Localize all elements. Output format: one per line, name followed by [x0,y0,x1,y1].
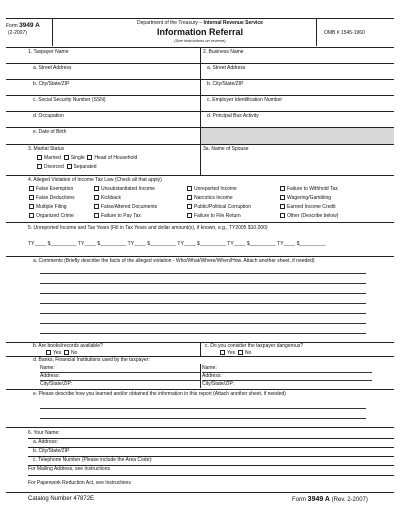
false-altered-documents-checkbox[interactable]: False/Altered Documents [94,204,157,211]
books-no-checkbox[interactable]: No [64,350,77,356]
catalog-number: Catalog Number 47872E [28,496,95,502]
books-yes-checkbox[interactable]: Yes [46,350,61,356]
marital-row-1 [37,155,137,162]
your-city-label: b. City/State/ZIP [33,448,70,454]
dangerous-no-checkbox[interactable]: No [238,350,251,356]
spouse-name-label: 3a. Name of Spouse [203,146,249,152]
comments-label: a. Comments (Briefly describe the facts of the alleged violation - Who/What/Where/When/How. Attach another sheet, if needed) [33,258,315,264]
failure-to-file-return-checkbox[interactable]: Failure to File Return [187,213,241,220]
unreported-income-label: 5. Unreported Income and Tax Years (Fill in Tax Years and dollar amount(s), if known, e.g., TY2005 $10,000) [28,225,268,231]
public-political-corruption-checkbox[interactable]: Public/Political Corruption [187,204,251,211]
shaded-area [201,128,395,144]
unreported-income-checkbox[interactable]: Unreported Income [187,186,237,193]
dangerous-yes-checkbox[interactable]: Yes [220,350,235,356]
taxpayer-city-label: b. City/State/ZIP [33,81,70,87]
bank1-name-label: Name: [40,365,55,371]
paperwork-note: For Paperwork Reduction Act, see Instructions [28,480,131,486]
banks-label: d. Banks, Financial Institutions used by the taxpayer: [33,357,150,363]
separated-checkbox[interactable]: Separated [67,164,97,170]
divorced-checkbox[interactable]: Divorced [37,164,64,170]
bank2-address-label: Address: [202,373,222,379]
principal-activity-label: d. Principal Bus Activity [207,113,259,119]
department-line: Department of the Treasury – Internal Revenue Service [137,20,263,26]
failure-to-withhold-tax-checkbox[interactable]: Failure to Withhold Tax [280,186,338,193]
kickback-checkbox[interactable]: Kickback [94,195,121,202]
dangerous-label: c. Do you consider the taxpayer dangerous? [205,343,304,349]
earned-income-credit-checkbox[interactable]: Earned Income Credit [280,204,336,211]
violation-label: 4. Alleged Violation of Income Tax Law (Check all that apply) [28,177,162,183]
head-of-household-checkbox[interactable]: Head of Household [87,155,137,161]
omb-number: OMB # 1545-1960 [324,30,365,36]
married-checkbox[interactable]: Married [37,155,61,161]
form-number: Form 3949 A [6,22,40,29]
tax-year-amounts-row[interactable]: TY____ $_________ TY____ $_________ TY____ $_________ TY____ $_________ TY____ $_________ TY____ $_________ [28,241,326,247]
marital-status-label: 3. Marital Status [28,146,65,152]
occupation-label: d. Occupation [33,113,64,119]
how-learned-label: e. Please describe how you learned and/or obtained the information in this report (Attach another sheet, if needed) [33,391,286,397]
marital-row-2 [37,164,97,171]
unsubstantiated-income-checkbox[interactable]: Unsubstantiated Income [94,186,155,193]
business-name-label: 2. Business Name [203,49,244,55]
footer-form-number: Form 3949 A (Rev. 2-2007) [292,496,368,503]
taxpayer-street-label: a. Street Address [33,65,72,71]
form-date: (2-2007) [8,30,27,36]
your-address-label: a. Address: [33,439,59,445]
ein-label: c. Employer Identification Number [207,97,283,103]
failure-to-pay-tax-checkbox[interactable]: Failure to Pay Tax [94,213,141,220]
bank2-city-label: City/State/ZIP: [202,381,235,387]
mailing-address-note: For Mailing Address, see Instructions [28,466,110,472]
telephone-label: c. Telephone Number (Please include the Area Code): [33,457,153,463]
business-city-label: b. City/State/ZIP [207,81,244,87]
false-exemption-checkbox[interactable]: False Exemption [29,186,73,193]
dob-label: e. Date of Birth [33,129,67,135]
multiple-filing-checkbox[interactable]: Multiple Filing [29,204,67,211]
other-violation-checkbox[interactable]: Other (Describe below) [280,213,338,220]
taxpayer-name-label: 1. Taxpayer Name [28,49,69,55]
business-street-label: a. Street Address [207,65,246,71]
form-title: Information Referral [156,27,243,37]
bank2-name-label: Name: [202,365,217,371]
bank1-address-label: Address: [40,373,60,379]
false-deductions-checkbox[interactable]: False Deductions [29,195,75,202]
wagering-gambling-checkbox[interactable]: Wagering/Gambling [280,195,331,202]
ssn-label: c. Social Security Number (SSN) [33,97,106,103]
books-records-label: b. Are books/records available? [33,343,103,349]
narcotics-income-checkbox[interactable]: Narcotics Income [187,195,233,202]
bank1-city-label: City/State/ZIP: [40,381,73,387]
organized-crime-checkbox[interactable]: Organized Crime [29,213,74,220]
single-checkbox[interactable]: Single [64,155,85,161]
your-name-label: 6. Your Name: [28,430,60,436]
form-subtitle: (See instructions on reverse) [174,38,226,43]
